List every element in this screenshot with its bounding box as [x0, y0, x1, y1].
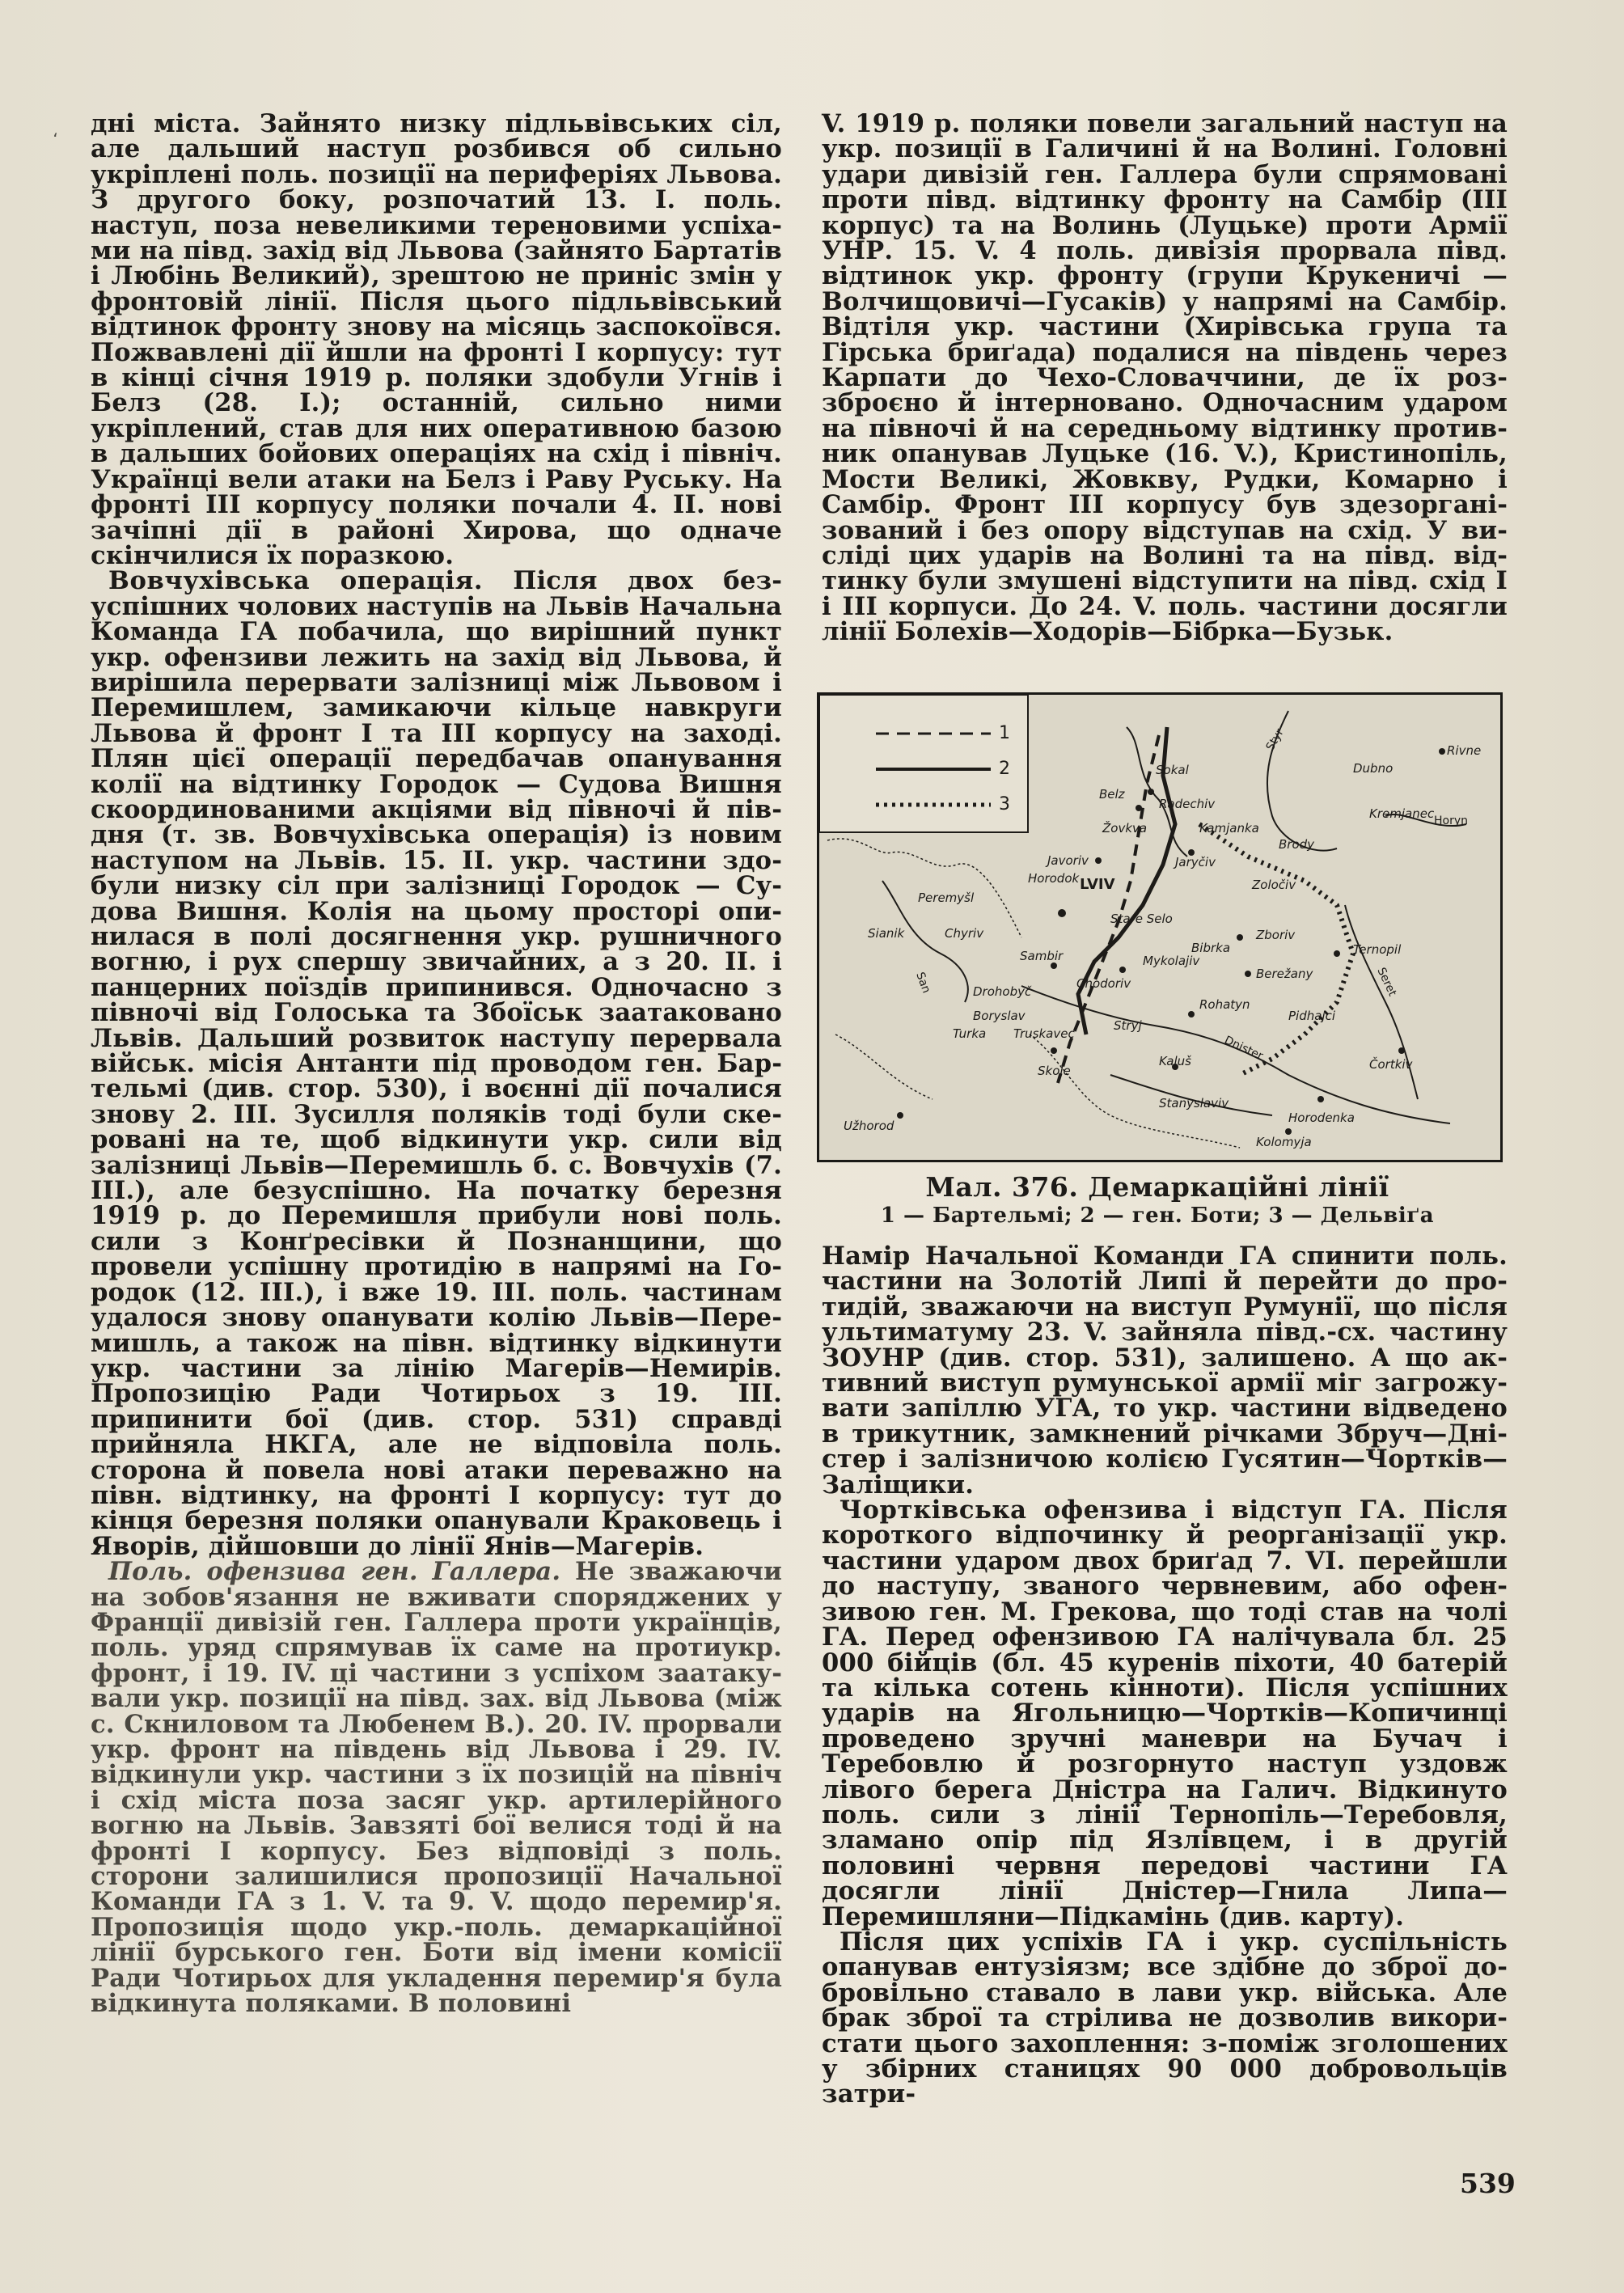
label-rivne: Rivne: [1447, 743, 1482, 758]
label-belz: Belz: [1099, 787, 1125, 802]
label-zolociv: Zoločiv: [1252, 878, 1296, 892]
section-heading-vovchukhiv: Вовчухівська операція.: [108, 566, 484, 596]
map-legend-box: [819, 695, 1028, 832]
label-stryj: Stryj: [1114, 1018, 1142, 1033]
label-horodenka: Horodenka: [1288, 1111, 1355, 1125]
demarcation-lines-map: [817, 692, 1503, 1162]
paragraph-lviv-front: дні міста. Зайнято низку підльвівських сіл, але дальший наступ розбився об сильно укріплені поль. позиції на периферіях Львова. З другого боку, розпочатий 13. I. поль. наступ, поза невеликими тереновими успіхами на півд. захід від Львова (зайнято Бартатів і Любінь Великий), зрештою не приніс змін у фронтовій лінії. Після цього підльвівський відтинок фронту знову на місяць заспокоївся. Пожвавлені дії йшли на фронті I корпусу: тут в кінці січня 1919 р. поляки здобули Угнів і Белз (28. I.); останній, сильно ними укріплений, став для них оперативною базою в дальших бойових операціях на схід і північ. Українці вели атаки на Белз і Раву Руську. На фронті III корпусу поляки почали 4. II. нові зачіпні дії в районі Хирова, що одначе скінчилися їх поразкою.: [91, 109, 782, 570]
label-chodoriv: Chodoriv: [1076, 976, 1131, 991]
label-bibrka: Bibrka: [1191, 941, 1231, 955]
label-javoriv: Javoriv: [1047, 853, 1089, 868]
label-rohatyn: Rohatyn: [1199, 997, 1250, 1012]
label-uzhorod: Užhorod: [844, 1119, 894, 1133]
label-zborov: Zboriv: [1256, 928, 1296, 942]
label-lviv: LVIV: [1080, 876, 1115, 893]
label-turka: Turka: [953, 1026, 987, 1041]
label-kremjanec: Kremjanec: [1369, 806, 1435, 821]
river-bug: [1127, 727, 1187, 857]
figure-caption-title: Мал. 376. Демаркаційні лінії: [925, 1171, 1389, 1203]
label-river-horyn: Horyn: [1434, 814, 1469, 827]
label-berezany: Berežany: [1256, 967, 1313, 981]
label-river-styr: Styr: [1263, 726, 1287, 753]
legend-number-3: 3: [999, 794, 1010, 814]
margin-mark: ،: [53, 121, 58, 141]
label-jaryciv: Jaryčiv: [1175, 855, 1216, 869]
right-column-top: [822, 109, 1508, 647]
right-column-lower: [822, 1244, 1508, 2108]
label-mykolajiv: Mykolajiv: [1143, 954, 1200, 968]
label-skole: Skole: [1038, 1064, 1071, 1078]
label-boryslav: Boryslav: [973, 1009, 1026, 1023]
label-chyriv: Chyriv: [945, 926, 984, 941]
paragraph-vovchukhiv-operation: [91, 566, 782, 1561]
label-stare-selo: Stare Selo: [1110, 912, 1173, 926]
label-peremysl: Peremyšl: [918, 891, 975, 905]
label-kalus: Kaluš: [1159, 1054, 1191, 1068]
paragraph-chortkiv-offensive: [822, 1498, 1508, 1930]
label-truskavec: Truskavec: [1013, 1026, 1075, 1041]
legend-number-1: 1: [999, 723, 1010, 743]
paragraph-haller-offensive: [91, 1557, 782, 2019]
section-heading-chortkiv: Чортківська офензива і відступ ГА.: [839, 1496, 1407, 1525]
paragraph-zolota-lypa: Намір Начальної Команди ГА спинити поль. частини на Золотій Липі й перейти до протидій, зважаючи на виступ Румунії, що після ультиматуму 23. V. зайняла півд.-сх. частину ЗОУНР (див. стор. 531), залишено. А що активний виступ румунської армії міг загрожувати запіллю УГА, то укр. частини відведено в трикутник, замкнений річками Збруч—Дністер і залізничою колією Гусятин—Чортків—Заліщики.: [822, 1242, 1508, 1500]
label-pidhajci: Pidhajci: [1288, 1009, 1336, 1023]
label-river-san: San: [913, 970, 933, 996]
left-column: [91, 109, 782, 2019]
label-stanyslaviv: Stanyslaviv: [1159, 1096, 1229, 1111]
label-cortkiv: Čortkiv: [1369, 1057, 1413, 1072]
legend-number-2: 2: [999, 759, 1010, 779]
paragraph-enthusiasm: Після цих успіхів ГА і укр. суспільність опанував ентузіязм; все здібне до зброї добровільно ставало в лави укр. війська. Але брак зброї та стрілива не дозволив використати цього захоплення: з-поміж зголошених у збірних станицях 90 000 добровольців затри-: [822, 1927, 1508, 2109]
label-river-seret: Seret: [1374, 965, 1399, 999]
paragraph-may-offensive: V. 1919 р. поляки повели загальний наступ на укр. позиції в Галичині й на Волині. Головні удари дивізій ген. Галлера були спрямовані проти півд. відтинку фронту на Самбір (III корпус) та на Волинь (Луцьке) проти Армії УНР. 15. V. 4 поль. дивізія прорвала півд. відтинок укр. фронту (групи Крукеничі —Волчищовичі—Гусаків) у напрямі на Самбір. Відтіля укр. частини (Хирівська група та Гірська бриґада) подалися на південь через Карпати до Чехо-Словаччини, де їх роззброєно й інтерновано. Одночасним ударом на півночі й на середньому відтинку противник опанував Луцьке (16. V.), Кристинопіль, Мости Великі, Жовкву, Рудки, Комарно і Самбір. Фронт III корпусу був здезорганiзований і без опору відступав на схід. У вислідi цих ударів на Волині та на півд. відтинку були змушені відступити на півд. схід I і III корпуси. До 24. V. поль. частини досягли лінії Болехів—Ходорів—Бібрка—Бузьк.: [822, 109, 1508, 647]
label-brody: Brody: [1279, 837, 1315, 852]
label-radechiv: Radechiv: [1159, 797, 1216, 811]
label-zovkva: Žovkva: [1102, 821, 1148, 836]
label-kolomyja: Kolomyja: [1256, 1135, 1312, 1149]
paragraph-text: Після короткого відпочинку й реорганізації укр. частини ударом двох бриґад 7. VI. перейшли до наступу, званого червневим, або офензивою ген. М. Грекова, що тоді став на чолі ГА. Перед офензивою ГА налічувала бл. 25 000 бійців (бл. 45 куренів піхоти, 40 батерій та кілька сотень кінноти). Після успішних ударів на Ягольницю—Чортків—Копичинці проведено зручні маневри на Бучач і Теребовлю й розгорнуто наступ уздовж лівого берега Дністра на Галич. Відкинуто поль. сили з лінії Тернопіль—Теребовля, зламано опір під Язлівцем, і в другій половині червня передові частини ГА досягли лінії Дністер—Гнила Липа—Перемишляни—Підкамінь (див. карту).: [822, 1496, 1508, 1931]
page-number: 539: [1460, 2168, 1516, 2199]
label-ternopil: Ternopil: [1353, 942, 1402, 957]
label-drohobyc: Drohobyč: [973, 984, 1032, 999]
paragraph-text: Після двох безуспішних чолових наступів на Львів Начальна Команда ГА побачила, що вирішний пункт укр. офензиви лежить на захід від Львова, й вирішила перервати залізниці між Львовом і Перемишлем, замикаючи кільце навкруги Львова й фронт I та III корпусу на заході. Плян цієї операції передбачав опанування колії на відтинку Городок — Судова Вишня скоординованими акціями від півночі й півдня (т. зв. Вовчухівська операція) із новим наступом на Львів. 15. II. укр. частини здобули низку сіл при залізниці Городок — Судова Вишня. Колія на цьому просторі опинилася в полі досягнення укр. рушничного вогню, і рух спершу звичайних, а з 20. II. і панцерних поїздів припинився. Одночасно з півночі від Голоська та Збоїськ заатаковано Львів. Дальший розвиток наступу перервала військ. місія Антанти під проводом ген. Бартельмі (див. стор. 530), і воєнні дії почалися знову 2. III. Зусилля поляків тоді були скеровані на те, щоб відкинути укр. сили від залізниці Львів—Перемишль б. с. Вовчухів (7. III.), але безуспішно. На початку березня 1919 р. до Перемишля прибули нові поль. сили з Конґресівки й Познанщини, що провели успішну протидію в напрямі на Городок (12. III.), і вже 19. III. поль. частинам удалося знову опанувати колію Львів—Перемишль, а також на півн. відтинку відкинути укр. частини за лінію Магерів—Немирів. Пропозицію Ради Чотирьох з 19. III. припинити бої (див. стор. 531) справді прийняла НКГА, але не відповіла поль. сторона й повела нові атаки переважно на півн. відтинку, на фронті I корпусу: тут до кінця березня поляки опанували Краковець і Яворів, дійшовши до лінії Янів—Магерів.: [91, 566, 782, 1561]
section-heading-haller: Поль. офензива ген. Галлера.: [108, 1557, 561, 1587]
label-sokal: Sokal: [1156, 763, 1189, 777]
paragraph-text: Не зважаючи на зобов'язання не вживати споряджених у Франції дивізій ген. Галлера проти українців, поль. уряд спрямував їх саме на протиукр. фронт, і 19. IV. ці частини з успіхом заатакували укр. позиції на півд. зах. від Львова (між с. Скниловом та Любенем В.). 20. IV. прорвали укр. фронт на південь від Львова і 29. IV. відкинули укр. частини з їх позицій на північ і схід міста поза засяг укр. артилерійного вогню на Львів. Завзяті бої велися тоді й на фронті I корпусу. Без відповіді з поль. сторони залишилися пропозиції Начальної Команди ГА з 1. V. та 9. V. щодо перемир'я. Пропозиція щодо укр.-поль. демаркаційної лінії бурського ген. Боти від імени комісії Ради Чотирьох для укладення перемир'я була відкинута поляками. В половині: [91, 1557, 782, 2019]
label-river-dnister: Dnister: [1222, 1034, 1266, 1064]
label-horodok: Horodok: [1028, 871, 1080, 886]
label-sianik: Sianik: [868, 926, 905, 941]
figure-caption-legend: 1 — Бартельмі; 2 — ген. Боти; 3 — Дельвіґа: [880, 1204, 1435, 1228]
label-dubno: Dubno: [1353, 761, 1394, 776]
label-kamjanka: Kamjanka: [1199, 821, 1259, 836]
label-sambir: Sambir: [1020, 949, 1064, 963]
map-svg: [819, 695, 1500, 1160]
